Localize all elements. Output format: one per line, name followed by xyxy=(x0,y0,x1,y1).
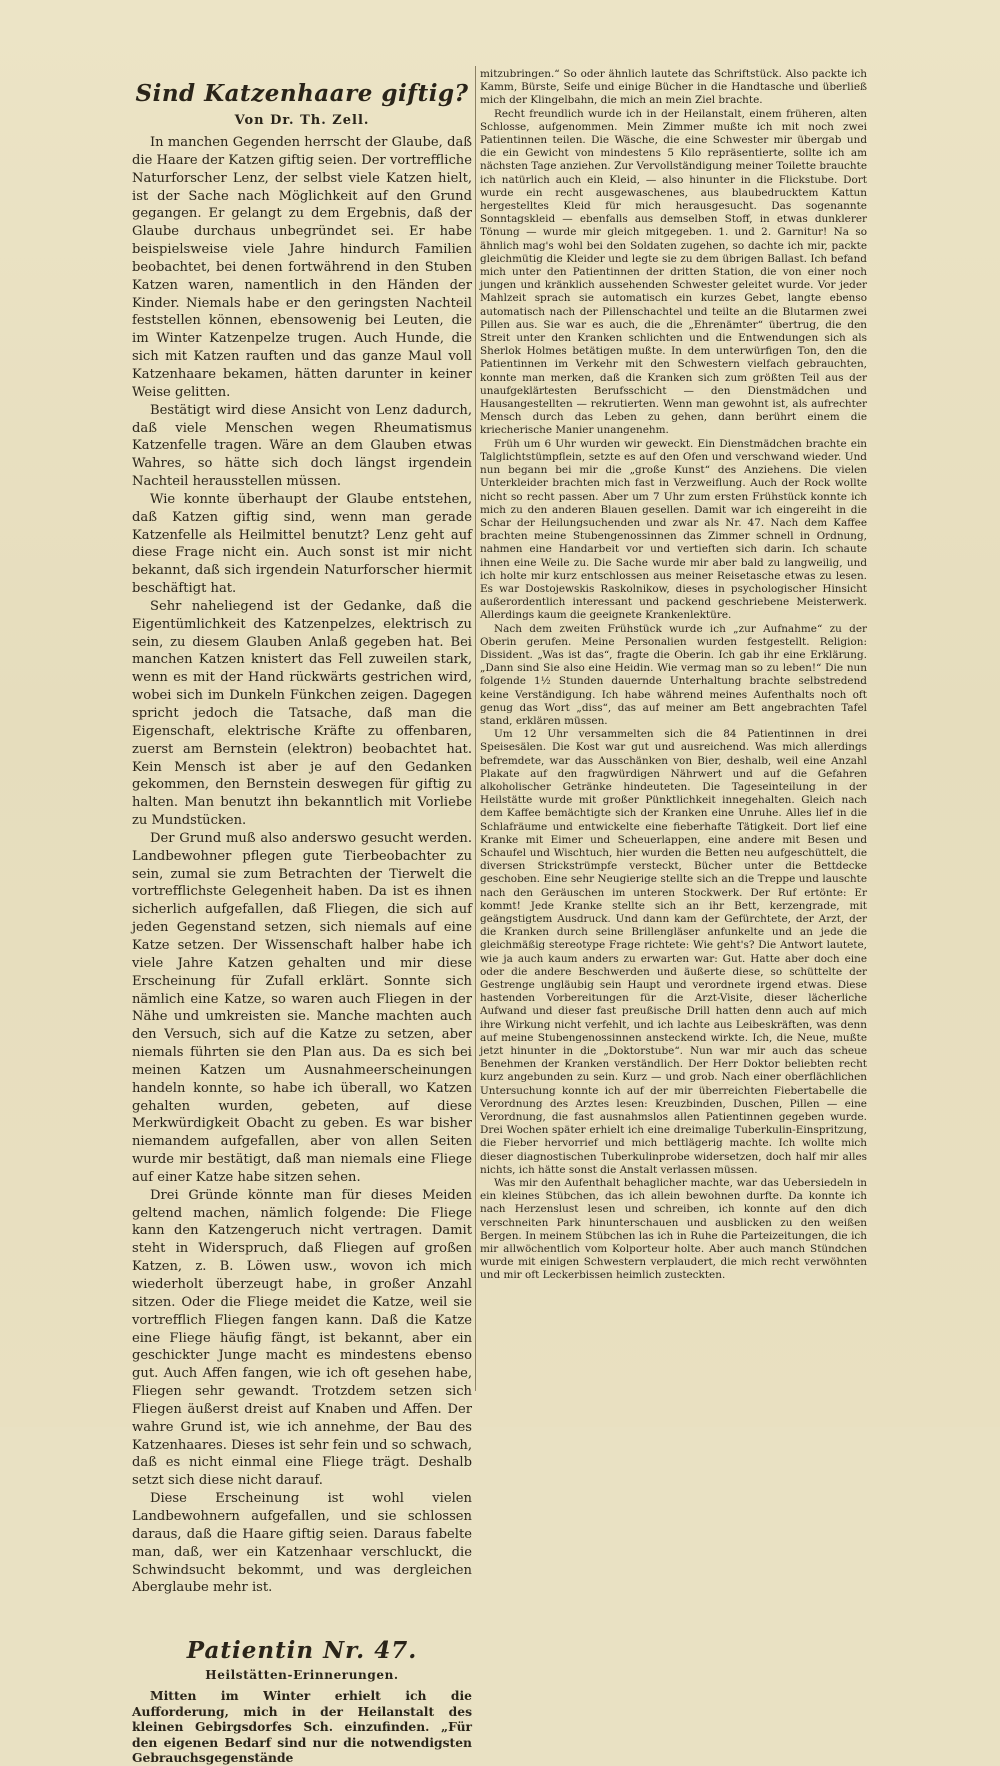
article-paragraph: Früh um 6 Uhr wurden wir geweckt. Ein Dienstmädchen brachte ein Talglichtstümpflein, setzte es auf den Ofen und verschwand wieder. Und nun begann bei mir die „große Kunst“ des Anziehens. Die vielen Unterkleider brachten mich fast in Verzweiflung. Auch der Rock wollte nicht so recht passen. Aber um 7 Uhr zum ersten Frühstück konnte ich mich zu den anderen Blauen gesellen. Damit war ich eingereiht in die Schar der Heilungsuchenden und zwar als Nr. 47. Nach dem Kaffee brachten meine Stubengenossinnen das Zimmer schnell in Ordnung, nahmen eine Handarbeit vor und vertieften sich darin. Ich schaute ihnen eine Weile zu. Die Sache wurde mir aber bald zu langweilig, und ich holte mir kurz entschlossen aus meiner Reisetasche etwas zu lesen. Es war Dostojewskis Raskolnikow, dieses in psychologischer Hinsicht außerordentlich interessant und packend geschriebene Meisterwerk. Allerdings kaum die geeignete Krankenlektüre. xyxy=(480,437,867,622)
article-paragraph: Wie konnte überhaupt der Glaube entstehen, daß Katzen giftig sind, wenn man gerade Katzenfelle als Heilmittel benutzt? Lenz geht auf diese Frage nicht ein. Auch sonst ist mir nicht bekannt, daß sich irgendein Naturforscher hiermit beschäftigt hat. xyxy=(132,491,472,597)
article-paragraph: Der Grund muß also anderswo gesucht werden. Landbewohner pflegen gute Tierbeobachter zu sein, zumal sie zum Betrachten der Tierwelt die vortrefflichste Gelegenheit haben. Da ist es ihnen sicherlich aufgefallen, daß Fliegen, die sich auf jeden Gegenstand setzen, sich niemals auf eine Katze setzen. Der Wissenschaft halber habe ich viele Jahre Katzen gehalten und mir diese Erscheinung für Zufall erklärt. Sonnte sich nämlich eine Katze, so waren auch Fliegen in der Nähe und umkreisten sie. Manche machten auch den Versuch, sich auf die Katze zu setzen, aber niemals führten sie den Plan aus. Da es sich bei meinen Katzen um Ausnahmeerscheinungen handeln konnte, so habe ich überall, wo Katzen gehalten wurden, gebeten, auf diese Merkwürdigkeit Obacht zu geben. Es war bisher niemandem aufgefallen, aber von allen Seiten wurde mir bestätigt, daß man niemals eine Fliege auf einer Katze habe sitzen sehen. xyxy=(132,830,472,1185)
article-author: Von Dr. Th. Zell. xyxy=(234,113,370,128)
article-paragraph: In manchen Gegenden herrscht der Glaube, daß die Haare der Katzen giftig seien. Der vortreffliche Naturforscher Lenz, der selbst viele Katzen hielt, ist der Sache nach Möglichkeit auf den Grund gegangen. Er gelangt zu dem Ergebnis, daß der Glaube durchaus unbegründet sei. Er habe beispielsweise viele Jahre hindurch Familien beobachtet, bei denen fortwährend in den Stuben Katzen waren, namentlich in den Händen der Kinder. Niemals habe er den geringsten Nachteil feststellen können, ebensowenig bei Leuten, die im Winter Katzenpelze trugen. Auch Hunde, die sich mit Katzen rauften und das ganze Maul voll Katzenhaare bekamen, hätten darunter in keiner Weise gelitten. xyxy=(132,135,472,400)
second-article-intro: Mitten im Winter erhielt ich die Aufforderung, mich in der Heilanstalt des kleinen Gebirgsdorfes Sch. einzufinden. „Für den eigenen Bedarf sind nur die notwendigsten Gebrauchsgegenstände xyxy=(132,1688,472,1766)
second-article-title: Patientin Nr. 47. xyxy=(186,1637,418,1665)
article-paragraph: Um 12 Uhr versammelten sich die 84 Patientinnen in drei Speisesälen. Die Kost war gut und ausreichend. Was mich allerdings befremdete, war das Ausschänken von Bier, deshalb, weil eine Anzahl Plakate auf den fragwürdigen Nährwert und auf die Gefahren alkoholischer Getränke hindeuteten. Die Tageseinteilung in der Heilstätte wurde mit großer Pünktlichkeit innegehalten. Gleich nach dem Kaffee bemächtigte sich der Kranken eine Unruhe. Alles lief in die Schlafräume und entwickelte eine fieberhafte Tätigkeit. Dort lief eine Kranke mit Eimer und Scheuerlappen, eine andere mit Besen und Schaufel und Wischtuch, hier wurden die Betten neu aufgeschüttelt, die diversen Strickstrümpfe versteckt, Bücher unter die Bettdecke geschoben. Eine sehr Neugierige stellte sich an die Treppe und lauschte nach den Geräuschen im unteren Stockwerk. Der Ruf ertönte: Er kommt! Jede Kranke stellte sich an ihr Bett, kerzengrade, mit geängstigtem Ausdruck. Und dann kam der Gefürchtete, der Arzt, der die Kranken durch seine Brillengläser anfunkelte und an jede die gleichmäßig stereotype Frage richtete: Wie geht's? Die Antwort lautete, wie ja auch kaum anders zu erwarten war: Gut. Hatte aber doch eine oder die andere Beschwerden und äußerte diese, so schüttelte der Gestrenge ungläubig sein Haupt und verordnete irgend etwas. Diese hastenden Vorbereitungen für die Arzt-Visite, dieser lächerliche Aufwand und dieser fast preußische Drill hatten denn auch auf mich ihre Wirkung nicht verfehlt, und ich lachte aus Leibeskräften, was denn auf meine Stubengenossinnen ansteckend wirkte. Ich, die Neue, mußte jetzt hinunter in die „Doktorstube“. Nun war mir auch das scheue Benehmen der Kranken verständlich. Der Herr Doktor beliebten recht kurz angebunden zu sein. Kurz — und grob. Nach einer oberflächlichen Untersuchung konnte ich auf der mir überreichten Fiebertabelle die Verordnung des Arztes lesen: Kreuzbinden, Duschen, Pillen — eine Verordnung, die fast ausnahmslos allen Patientinnen gegeben wurde. Drei Wochen später erhielt ich eine dreimalige Tuberkulin-Einspritzung, die Fieber hervorrief und mich bettlägerig machte. Ich wollte mich dieser diagnostischen Tuberkulinprobe widersetzen, doch half mir alles nichts, ich hätte sonst die Anstalt verlassen müssen. xyxy=(480,728,867,1176)
left-column xyxy=(132,68,472,1766)
article-paragraph: Sehr naheliegend ist der Gedanke, daß die Eigentümlichkeit des Katzenpelzes, elektrisch zu sein, zu diesem Glauben Anlaß gegeben hat. Bei manchen Katzen knistert das Fell zuweilen stark, wenn es mit der Hand rückwärts gestrichen wird, wobei sich im Dunkeln Fünkchen zeigen. Dagegen spricht jedoch die Tatsache, daß man die Eigenschaft, elektrische Kräfte zu offenbaren, zuerst am Bernstein (elektron) beobachtet hat. Kein Mensch ist aber je auf den Gedanken gekommen, den Bernstein deswegen für giftig zu halten. Man benutzt ihn bekanntlich mit Vorliebe zu Mundstücken. xyxy=(132,598,472,829)
article-title: Sind Katzenhaare giftig? xyxy=(135,80,469,107)
article-paragraph: Nach dem zweiten Frühstück wurde ich „zur Aufnahme“ zu der Oberin gerufen. Meine Personalien wurden festgestellt. Religion: Dissident. „Was ist das“, fragte die Oberin. Ich gab ihr eine Erklärung. „Dann sind Sie also eine Heidin. Wie vermag man so zu leben!“ Die nun folgende 1½ Stunden dauernde Unterhaltung brachte selbstredend keine Verständigung. Ich habe während meines Aufenthalts noch oft genug das Wort „diss“, das auf meiner am Bett angebrachten Tafel stand, erklären müssen. xyxy=(480,622,867,727)
right-column xyxy=(480,68,867,1398)
article-paragraph: Recht freundlich wurde ich in der Heilanstalt, einem früheren, alten Schlosse, aufgenommen. Mein Zimmer mußte ich mit noch zwei Patientinnen teilen. Die Wäsche, die eine Schwester mir übergab und die ein Gewicht von mindestens 5 Kilo repräsentierte, sollte ich am nächsten Tage anziehen. Zur Vervollständigung meiner Toilette brauchte ich natürlich auch ein Kleid, — also hinunter in die Flickstube. Dort wurde ein recht ausgewaschenes, aus blaubedrucktem Kattun hergestelltes Kleid für mich herausgesucht. Das sogenannte Sonntagskleid — ebenfalls aus demselben Stoff, in etwas dunklerer Tönung — wurde mir gleich mitgegeben. 1. und 2. Garnitur! Na so ähnlich mag's wohl bei den Soldaten zugehen, so dachte ich mir, packte gleichmütig die Kleider und legte sie zu dem übrigen Ballast. Ich befand mich unter den Patientinnen der dritten Station, die von einer noch jungen und kränklich aussehenden Schwester geleitet wurde. Vor jeder Mahlzeit sprach sie automatisch ein kurzes Gebet, langte ebenso automatisch nach der Pillenschachtel und teilte an die Blutarmen zwei Pillen aus. Sie war es auch, die die „Ehrenämter“ übertrug, die den Streit unter den Kranken schlichten und die Entwendungen sich als Sherlok Holmes betätigen mußte. In dem unterwürfigen Ton, den die Patientinnen im Verkehr mit den Schwestern vielfach gebrauchten, konnte man merken, daß die Kranken sich zum größten Teil aus der unaufgeklärtesten Berufsschicht — den Dienstmädchen und Hausangestellten — rekrutierten. Wenn man gewohnt ist, als aufrechter Mensch durch das Leben zu gehen, dann berührt einem die kriecherische Manier unangenehm. xyxy=(480,107,867,437)
second-article-subtitle: Heilstätten-Erinnerungen. xyxy=(205,1668,399,1683)
column-divider xyxy=(475,66,476,1391)
article-paragraph: mitzubringen.“ So oder ähnlich lautete das Schriftstück. Also packte ich Kamm, Bürste, Seife und einige Bücher in die Handtasche und überließ mich der Klingelbahn, die mich an mein Ziel brachte. xyxy=(480,68,867,107)
article-paragraph: Bestätigt wird diese Ansicht von Lenz dadurch, daß viele Menschen wegen Rheumatismus Katzenfelle tragen. Wäre an dem Glauben etwas Wahres, so hätte sich doch längst irgendein Nachteil herausstellen müssen. xyxy=(132,402,472,490)
article-paragraph: Diese Erscheinung ist wohl vielen Landbewohnern aufgefallen, und sie schlossen daraus, daß die Haare giftig seien. Daraus fabelte man, daß, wer ein Katzenhaar verschluckt, die Schwindsucht bekommt, und was dergleichen Aberglaube mehr ist. xyxy=(132,1491,472,1596)
article-paragraph: Drei Gründe könnte man für dieses Meiden geltend machen, nämlich folgende: Die Fliege kann den Katzengeruch nicht vertragen. Damit steht in Widerspruch, daß Fliegen auf großen Katzen, z. B. Löwen usw., wovon ich mich wiederholt überzeugt habe, in großer Anzahl sitzen. Oder die Fliege meidet die Katze, weil sie vortrefflich Fliegen fangen kann. Daß die Katze eine Fliege häufig fängt, ist bekannt, aber ein geschickter Junge macht es mindestens ebenso gut. Auch Affen fangen, wie ich oft gesehen habe, Fliegen sehr gewandt. Trotzdem setzen sich Fliegen äußerst dreist auf Knaben und Affen. Der wahre Grund ist, wie ich annehme, der Bau des Katzenhaares. Dieses ist sehr fein und so schwach, daß es nicht einmal eine Fliege trägt. Deshalb setzt sich diese nicht darauf. xyxy=(132,1187,472,1489)
article-paragraph: Was mir den Aufenthalt behaglicher machte, war das Uebersiedeln in ein kleines Stübchen, das ich allein bewohnen durfte. Da konnte ich nach Herzenslust lesen und schreiben, ich konnte auf den dich verschneiten Park hinunterschauen und ausblicken zu den weißen Bergen. In meinem Stübchen las ich in Ruhe die Parteizeitungen, die ich mir allwöchentlich vom Kolporteur holte. Aber auch manch Stündchen wurde mit einigen Schwestern verplaudert, die mich recht verwöhnten und mir oft Leckerbissen heimlich zusteckten. xyxy=(480,1177,867,1282)
